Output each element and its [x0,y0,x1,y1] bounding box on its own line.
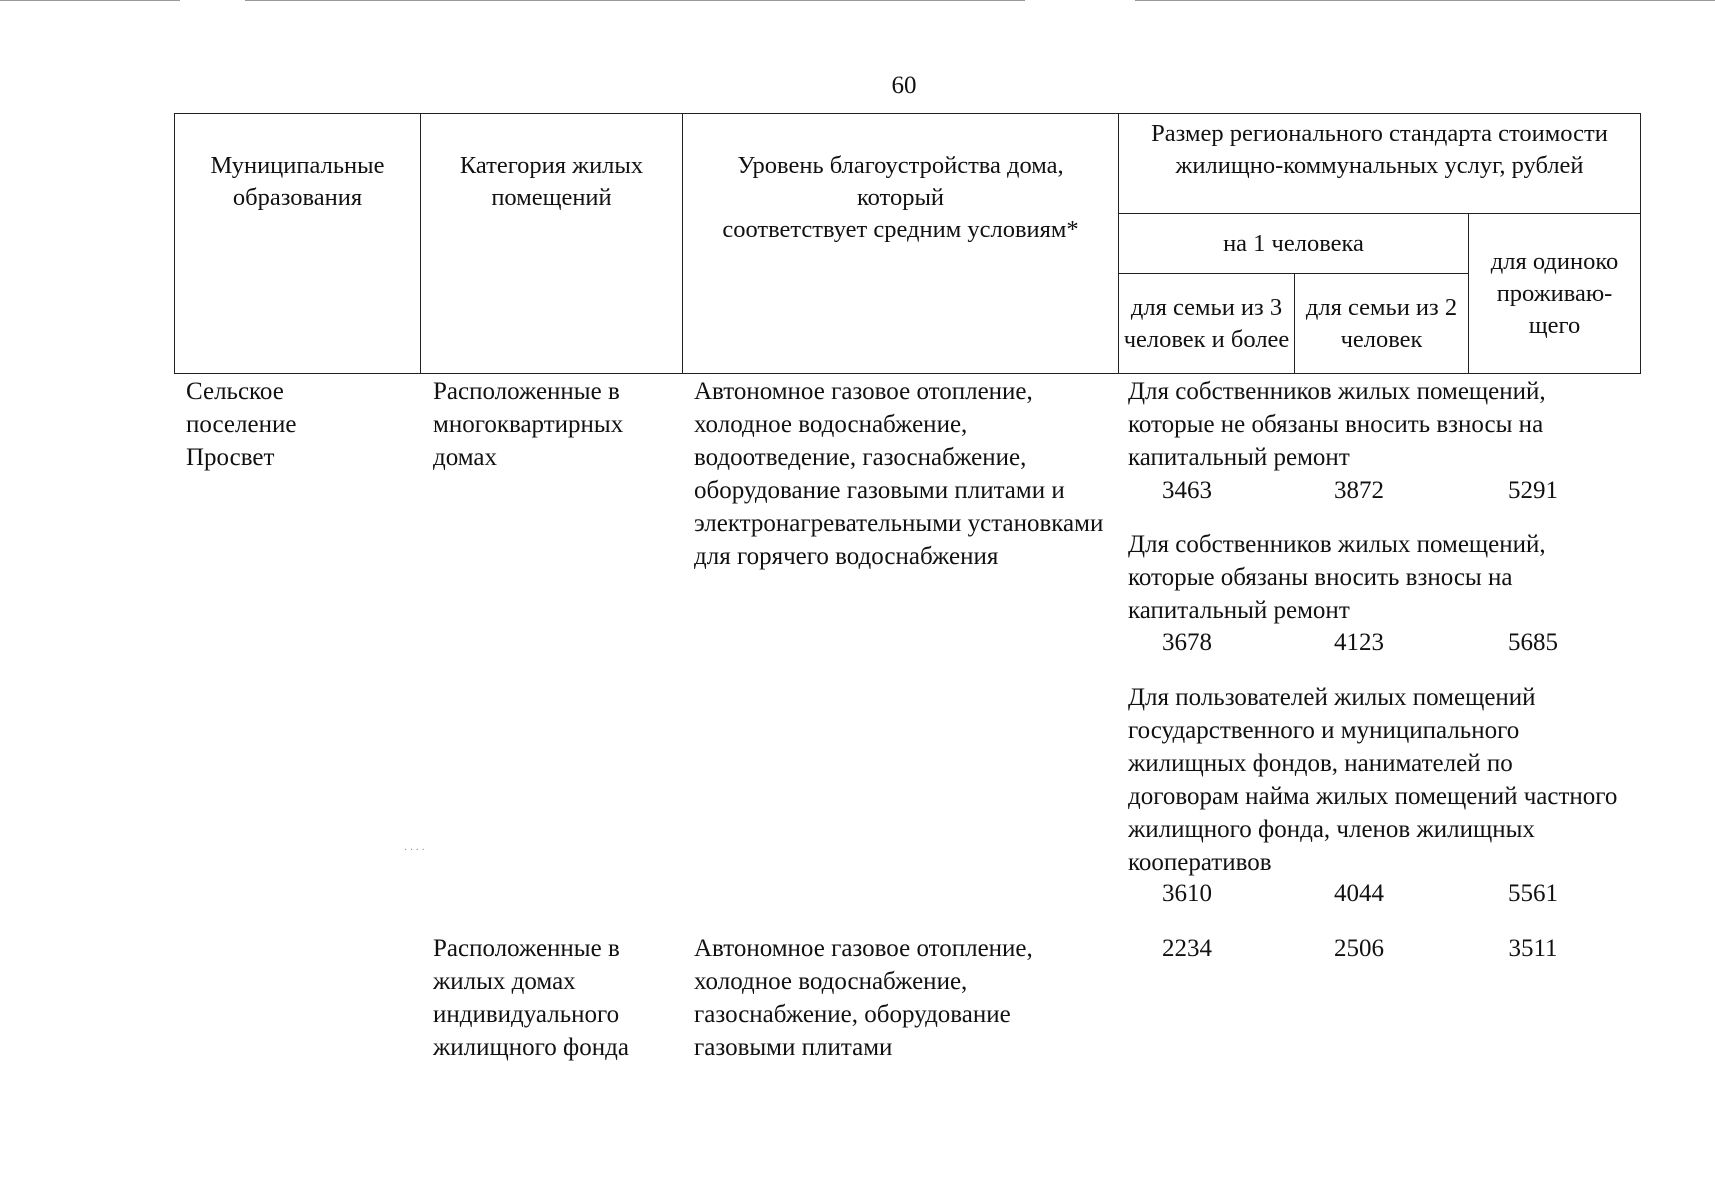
scan-edge-line [0,0,180,1]
header-level [683,114,1119,374]
row2-value-single: 3511 [1508,935,1558,962]
group1-label: Для собственников жилых помещений, которые не обязаны вносить взносы на капитальный ремонт [1128,378,1546,471]
group2-label: Для собственников жилых помещений, которые обязаны вносить взносы на капитальный ремонт [1128,531,1546,624]
scan-edge-line [245,0,1025,1]
header-family3: для семьи из 3 человек и более [1119,274,1295,374]
group1-value-family2: 3872 [1334,477,1384,504]
header-category: Категория жилых помещений [421,114,683,374]
header-municipal: Муниципальные образования [175,114,421,374]
page-number: 60 [891,72,917,99]
row2-category: Расположенные в жилых домах индивидуального жилищного фонда [433,935,629,1061]
group2-value-family2: 4123 [1334,629,1384,656]
row2-level: Автономное газовое отопление, холодное водоснабжение, газоснабжение, оборудование газовыми плитами [694,935,1033,1061]
row2-values [1127,932,1627,965]
header-level-line2: соответствует средним условиям* [722,216,1079,243]
scan-edge-line [1135,0,1715,1]
header-family2: для семьи из 2 человек [1295,274,1469,374]
group3-value-family2: 4044 [1334,880,1384,907]
group3-label: Для пользователей жилых помещений государственного и муниципального жилищных фондов, нанимателей по договорам найма жилых помещений частного жилищного фонда, членов жилищных кооперативов [1128,684,1618,876]
group1-value-family3: 3463 [1162,477,1212,504]
municipality-name: Сельское поселение Просвет [186,378,297,471]
table-header [174,113,1641,374]
group2-values [1127,626,1627,659]
group3-value-family3: 3610 [1162,880,1212,907]
group3-values [1127,877,1627,910]
group2-value-family3: 3678 [1162,629,1212,656]
row1-level: Автономное газовое отопление, холодное водоснабжение, водоотведение, газоснабжение, оборудование газовыми плитами и электронагревательными установками для горячего водоснабжения [694,378,1104,570]
header-single: для одиноко проживаю-щего [1469,214,1641,374]
group2-value-single: 5685 [1508,629,1558,656]
row1-category: Расположенные в многоквартирных домах [433,378,624,471]
group3-value-single: 5561 [1508,880,1558,907]
row2-value-family3: 2234 [1162,935,1212,962]
group1-value-single: 5291 [1508,477,1558,504]
header-per-person: на 1 человека [1119,214,1469,274]
header-level-line1: Уровень благоустройства дома, который [737,152,1064,211]
scan-speck: · · · · [404,845,425,856]
group1-values [1127,474,1627,507]
header-standard: Размер регионального стандарта стоимости жилищно-коммунальных услуг, рублей [1119,114,1641,214]
row2-value-family2: 2506 [1334,935,1384,962]
